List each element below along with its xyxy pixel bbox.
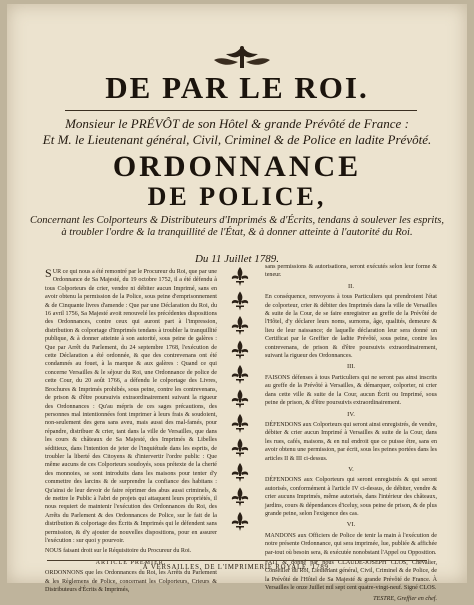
article-heading: ARTICLE PREMIER. [95, 559, 167, 566]
prevot-line: Monsieur le PRÉVÔT de son Hôtel & grande Prévôté de France : [65, 116, 409, 131]
article-6-paragraph: MANDONS aux Officiers de Police de tenir la main à l'exécution de notre présente Ordonnance, qui sera imprimée, lue, publiée & affichée par-tout où besoin sera, & exécutée nonobstant l'Appel ou Opposition. [265, 532, 437, 556]
crowned-fleuron-ornament [212, 42, 272, 72]
article-1-continuation: sans permissions & autorisations, seront exécutés selon leur forme & teneur. [265, 264, 437, 279]
fleur-de-lis-icon [232, 390, 248, 409]
article-4-heading: IV. [347, 410, 355, 418]
lieutenant-line: Et M. le Lieutenant général, Civil, Criminel & de Police en ladite Prévôté. [42, 132, 432, 147]
fleur-de-lis-icon [232, 267, 248, 286]
fleur-de-lis-icon [232, 341, 248, 360]
footer-rule [47, 560, 427, 561]
ordinance-date: Du 11 Juillet 1789. [194, 253, 280, 265]
subject-line-1: Concernant les Colporteurs & Distributeurs d'Imprimés & d'Écrits, tendans à soulever les esprits, [30, 215, 444, 226]
header-rule [65, 110, 417, 111]
signature-paragraph: FAIT & donné par nous CLAUDE-JOSEPH CLOS, Chevalier, Conseiller du Roi, Lieutenant général, Civil, Criminel & de Police, de la Prévôté de l'Hôtel de Sa Majesté & grande Prévôté de France. À Versailles le onze Juillet mil sept cent quatre-vingt-neuf. Signé CLOS. [265, 560, 437, 592]
printer-imprint: À VERSAILLES, DE L'IMPRIMERIE ROYALE. 1789. [142, 564, 332, 571]
fleur-de-lis-icon [232, 316, 248, 335]
article-3-heading: III. [346, 363, 356, 371]
fleur-de-lis-icon [232, 512, 248, 531]
fleur-de-lis-icon [232, 463, 248, 482]
fleur-de-lis-icon [232, 414, 248, 433]
document-page [7, 4, 467, 602]
article-1-paragraph: ORDONNONS que les Ordonnances du Roi, les Arrêts du Parlement & les Règlemens de Police, concernant les Colporteurs, Crieurs & Distributeurs d'Écrits & Imprimés, [45, 570, 217, 594]
police-title: DE POLICE, [147, 182, 327, 211]
right-text-column [265, 263, 437, 605]
article-2-paragraph: En conséquence, renvoyons à tous Particuliers qui prendroient l'état de colporteur, crier & débiter des Imprimés dans la ville de Versailles & suite de la Cour, de se faire enregistrer au greffe de la Prévôté de l'Hôtel, d'y déclarer leurs noms, surnoms, âge, qualités, demeure & lieu de leur naissance; de laquelle déclaration leur sera donné un Certificat par le Greffier de ladite Prévôté, sous peine, contre les contrevenans, de prison & d'être poursuivis extraordinairement, suivant la rigueur des Ordonnances. [265, 294, 437, 360]
article-2-heading: II. [348, 282, 354, 290]
preamble-paragraph: SUR ce qui nous a été remontré par le Procureur du Roi, que par une Ordonnance de Sa Majesté, du 19 octobre 1752, il a été défendu à tous Colporteurs de crier, vendre ni débiter aucun Imprimé, sans en avoir obtenu la permission de la Police, sous peine d'emprisonnement & de Cinquante livres d'amende : Que par une Déclaration du Roi, du 16 avril 1756, Sa Majesté avoit renouvelé les précédentes dispositions des Ordonnances, contre ceux qui auront part à l'impression, distribution & colportage d'Imprimés tendans à troubler la tranquillité publique, & à donner atteinte à son autorité, sous peine de galères : Que par Arrêt du Parlement, du 24 septembre 1768, l'exécution de cette Déclaration a été ordonnée, & que des contrevenans ont été condamnés au fouet, à la marque & aux galères : Quand ce qui concerne Versailles & le séjour du Roi, une Ordonnance de police de cette Cour, du 20 août 1766, a défendu le colportage des Livres, Brochures & Imprimés prohibés, sous peine, contre les contrevenans, de prison & d'être poursuivis extraordinairement suivant la rigueur des Ordonnances : Qu'au mépris de ces sages précautions, des personnes mal intentionnées font imprimer à leurs frais & soudoient, non-seulement des gens sans aveu, mais aussi des mal-famés, pour répandre, distribuer & crier, tant dans la ville de Versailles, que dans les cours & châteaux de Sa Majesté, des Imprimés & Libelles séditieux, dans l'intention de jeter de l'inquiétude dans les esprits, de troubler la liberté des Citoyens & d'intervertir l'ordre public : Que même aucuns de ces Colporteurs soudoyés, sous prétexte de la cherté des monnoies, se sont introduits dans les maisons pour tenter d'y commettre des larcins & de surprendre la confiance des habitans : Qu'ainsi de leur devoir de faire réprimer des abus aussi criminels, & de mettre le Public à l'abri de projets qui attaquent leurs propriétés, il nous requiert de maintenir l'exécution des Ordonnances du Roi, des Arrêts du Parlement & des Ordonnances de Police, sur le fait de la distribution & colportage des Écrits & Imprimés qui le défendent sans permission, & d'y ajouter de nouvelles dispositions, pour en assurer l'exécution : sur quoi y pourvoir. [45, 266, 217, 544]
article-5-heading: V. [348, 465, 354, 473]
proclamation-title: DE PAR LE ROI. [105, 70, 369, 105]
article-6-heading: VI. [346, 521, 356, 529]
greffier-signature: TESTRE, Greffier en chef. [373, 595, 437, 602]
left-text-column [45, 268, 217, 596]
drop-initial: S [45, 266, 52, 280]
fleur-de-lis-column-divider [225, 266, 255, 536]
fleur-de-lis-icon [232, 488, 248, 507]
fleur-de-lis-icon [232, 292, 248, 311]
article-5-paragraph: DÉFENDONS aux Colporteurs qui seront enregistrés & qui seront autorisés, conformément à l'article IV ci-dessus, de débiter, vendre & crier aucuns Imprimés, même autorisés, dans l'intérieur des châteaux, jardins, cours & dépendances d'iceluy, sous peine de prison, & de plus grande peine, selon l'exigence des cas. [265, 477, 437, 517]
article-3-paragraph: FAISONS défenses à tous Particuliers qui ne seront pas ainsi inscrits au greffe de la Prévôté à Versailles, & démarquer, colporter, ni crier dans cette ville & suite de la Cour, aucun Écrit ou Imprimé, sous peine de prison, & d'être poursuivis extraordinairement. [265, 374, 437, 407]
fleur-de-lis-icon [232, 439, 248, 458]
ordonnance-title: ORDONNANCE [112, 150, 362, 183]
requisition-paragraph: NOUS faisant droit sur le Réquisitoire du Procureur du Roi. [45, 548, 192, 555]
article-4-paragraph: DÉFENDONS aux Colporteurs qui seront ainsi enregistrés, de vendre, débiter & crier aucun Imprimé à Versailles & suite de la Cour, dans les rues, cafés, maisons, & en nul endroit que ce puisse être, sans en avoir obtenu une permission, par écrit, sous les peines portées dans les articles II & III ci-dessus. [265, 421, 437, 462]
subject-line-2: à troubler l'ordre & la tranquillité de l'État, & à donner atteinte à l'autorité du Roi. [61, 227, 413, 238]
fleur-de-lis-icon [232, 365, 248, 384]
